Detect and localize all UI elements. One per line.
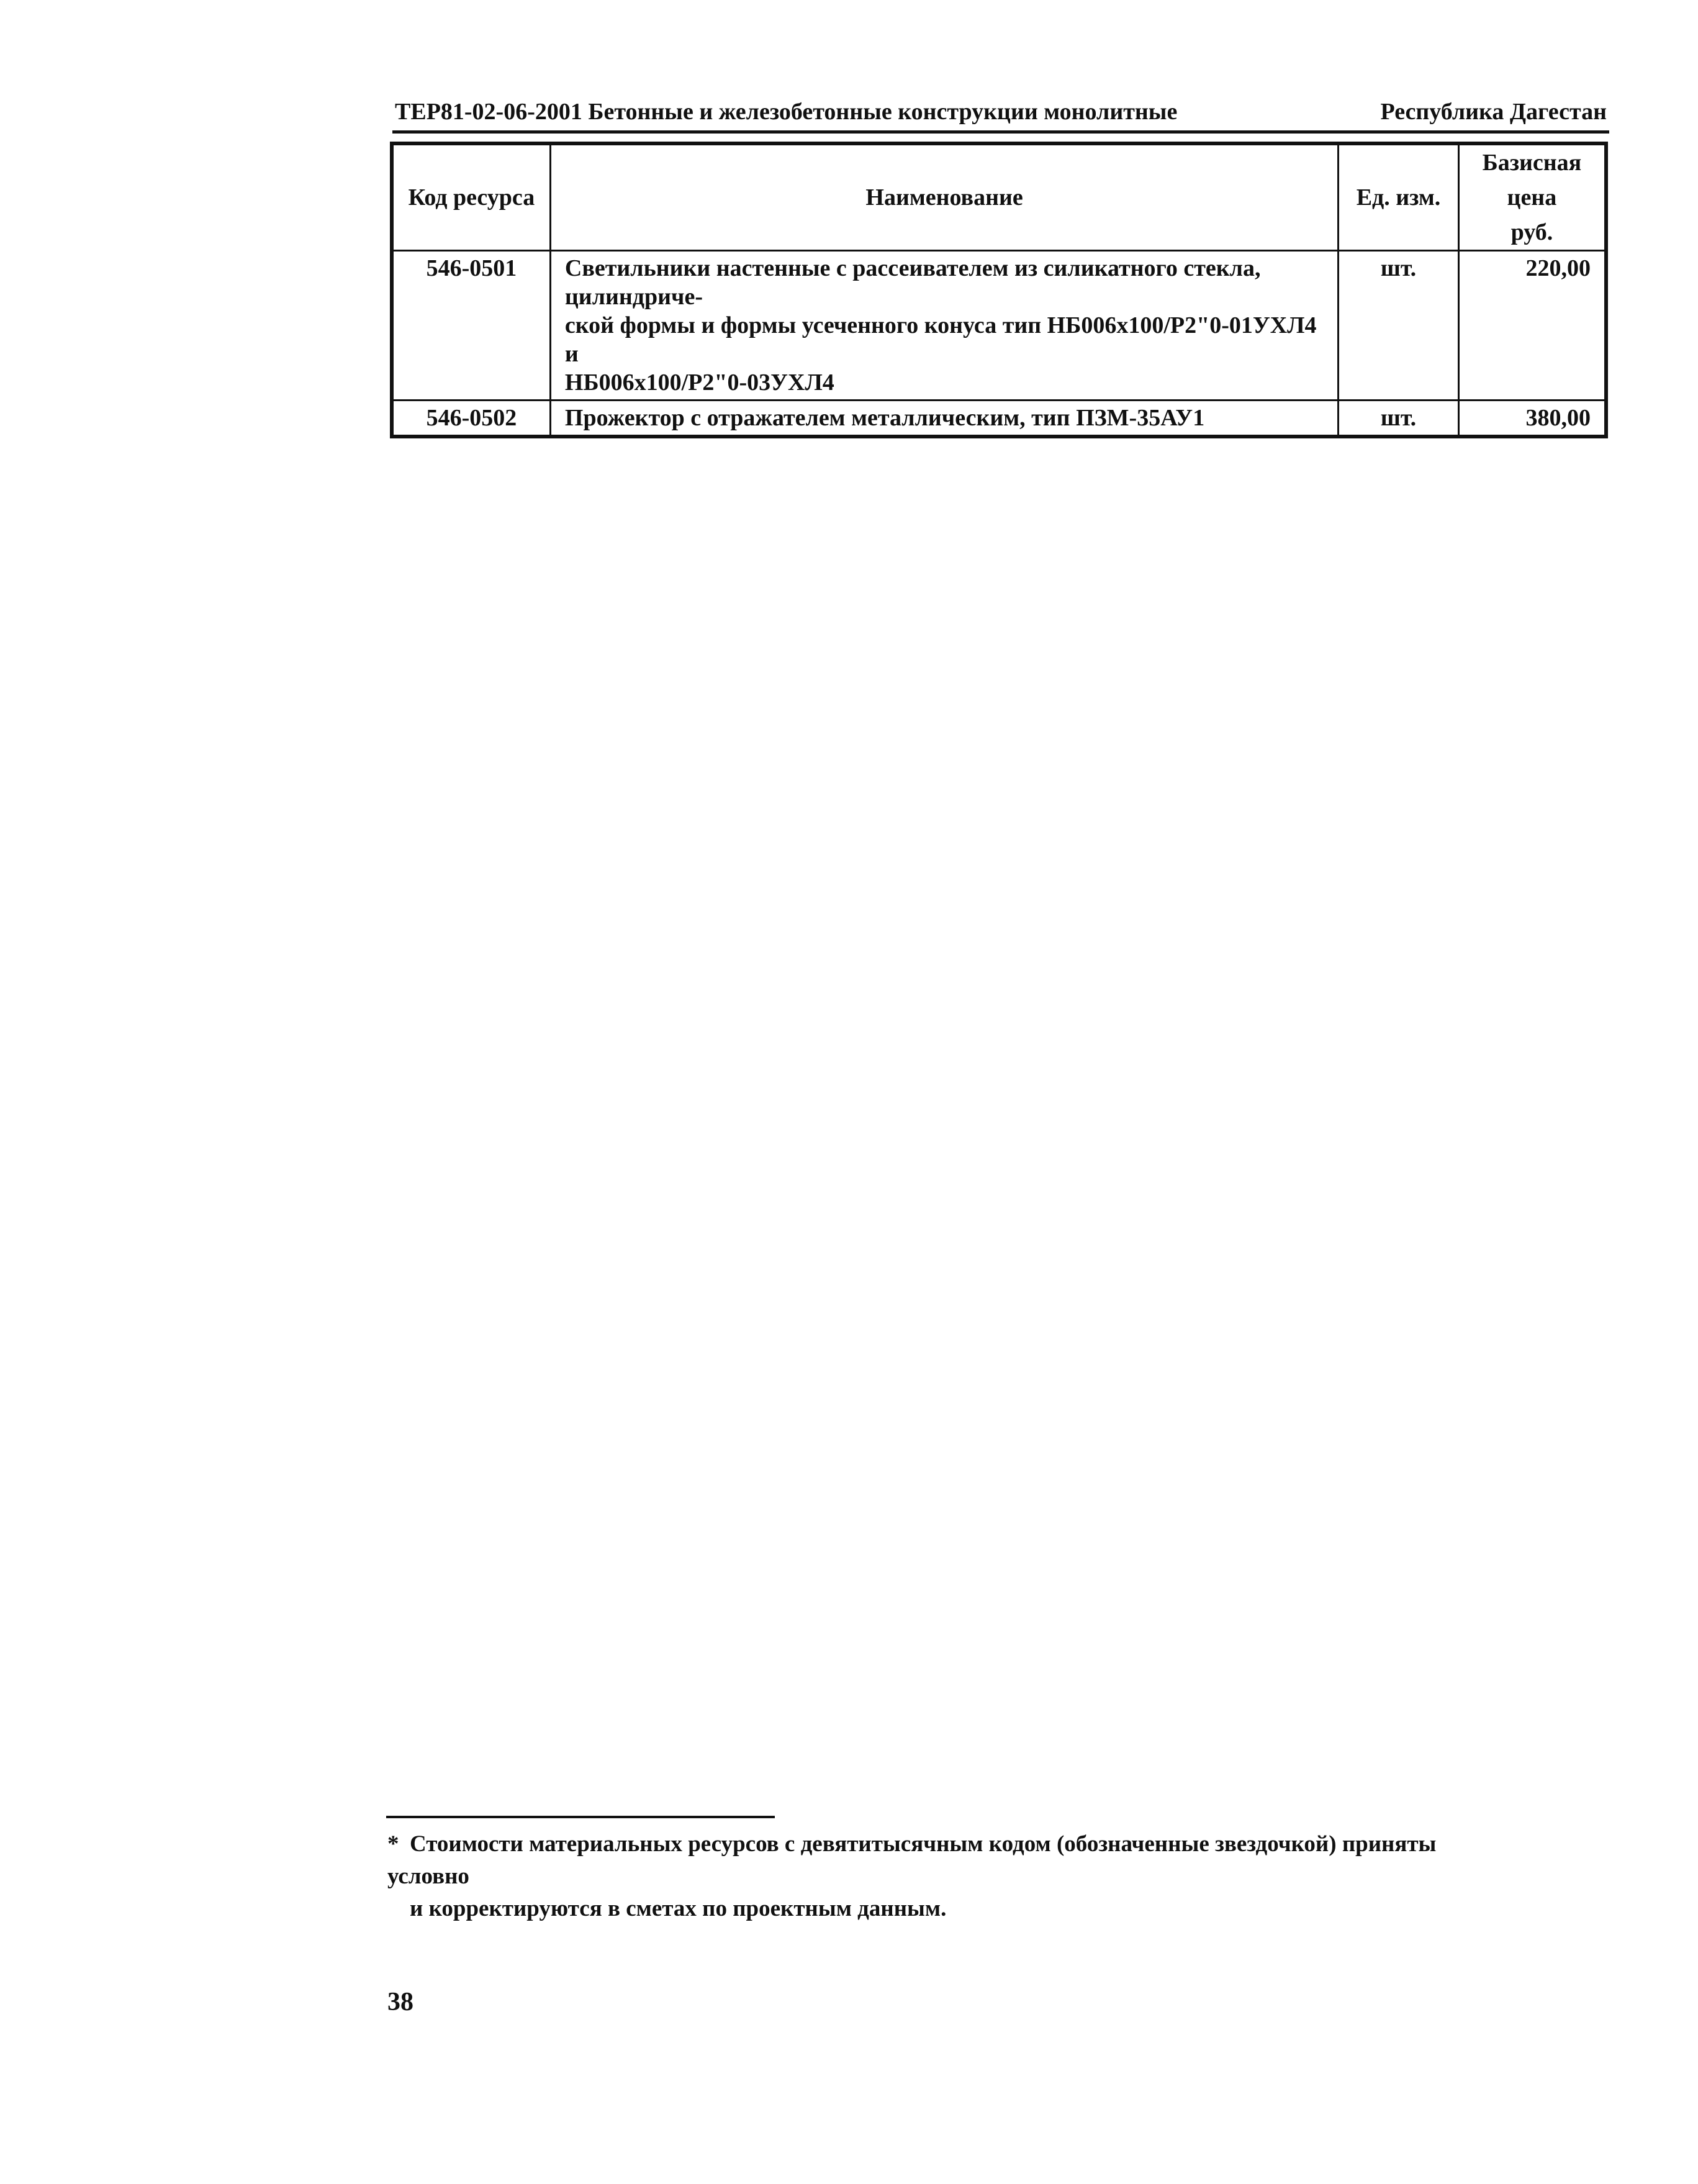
resource-name-line: Светильники настенные с рассеивателем из силикатного стекла, цилиндриче-	[564, 255, 1261, 310]
column-header-price-line2: руб.	[1511, 219, 1553, 245]
page-header	[392, 93, 1609, 134]
resource-price: 380,00	[1458, 401, 1606, 437]
column-header-unit: Ед. изм.	[1339, 143, 1459, 251]
document-title: ТЕР81-02-06-2001 Бетонные и железобетонные конструкции монолитные	[395, 99, 1178, 125]
column-header-price	[1458, 143, 1606, 251]
resource-unit: шт.	[1339, 401, 1459, 437]
footnote-line	[387, 1828, 1505, 1893]
resource-name	[550, 401, 1338, 437]
column-header-price-line1: Базисная цена	[1482, 150, 1582, 211]
resource-price: 220,00	[1458, 251, 1606, 401]
footnote-divider	[386, 1816, 775, 1818]
footnote	[387, 1828, 1505, 1925]
resource-code: 546-0501	[392, 251, 550, 401]
resource-code: 546-0502	[392, 401, 550, 437]
table-row	[392, 251, 1606, 401]
resource-name-line: ской формы и формы усеченного конуса тип НБ006х100/Р2"0-01УХЛ4 и	[564, 312, 1317, 367]
page-number: 38	[387, 1988, 413, 2016]
resources-table	[390, 142, 1608, 438]
table-header-row	[392, 143, 1606, 251]
resource-name	[550, 251, 1338, 401]
region-label: Республика Дагестан	[1380, 99, 1607, 125]
column-header-name: Наименование	[550, 143, 1338, 251]
column-header-code: Код ресурса	[392, 143, 550, 251]
table-row	[392, 401, 1606, 437]
footnote-asterisk: *	[387, 1831, 399, 1857]
resource-name-line: НБ006х100/Р2"0-03УХЛ4	[564, 369, 834, 396]
footnote-text-line2: и корректируются в сметах по проектным данным.	[410, 1896, 947, 1921]
resource-unit: шт.	[1339, 251, 1459, 401]
resource-name-line: Прожектор с отражателем металлическим, тип ПЗМ-35АУ1	[564, 405, 1205, 431]
footnote-text-line1: Стоимости материальных ресурсов с девятитысячным кодом (обозначенные звездочкой) приняты условно	[387, 1831, 1437, 1889]
